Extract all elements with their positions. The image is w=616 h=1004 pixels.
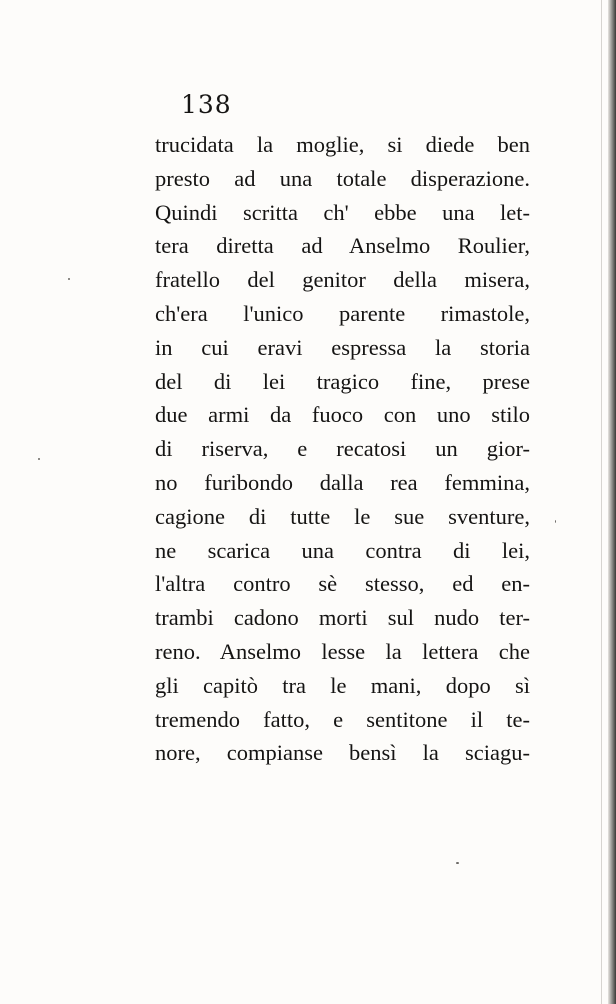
paper-speck (555, 520, 556, 523)
text-line: due armi da fuoco con uno stilo (155, 402, 530, 428)
text-line: trambi cadono morti sul nudo ter- (155, 605, 530, 631)
text-line: no furibondo dalla rea femmina, (155, 469, 530, 495)
text-line: tremendo fatto, e sentitone il te- (155, 706, 530, 732)
text-line: di riserva, e recatosi un gior- (155, 436, 530, 462)
text-line: l'altra contro sè stesso, ed en- (155, 571, 530, 597)
body-text (155, 128, 530, 770)
text-line: nore, compianse bensì la sciagu- (155, 740, 530, 766)
text-line: ch'era l'unico parente rimastole, (155, 300, 530, 326)
page-edge-shadow (608, 0, 616, 1004)
text-line: trucidata la moglie, si diede ben (155, 132, 530, 157)
text-line: del di lei tragico fine, prese (155, 368, 530, 394)
text-line: ne scarica una contra di lei, (155, 537, 530, 563)
page-number: 138 (181, 90, 232, 119)
page-edge-line (601, 0, 602, 1004)
text-line: tera diretta ad Anselmo Roulier, (155, 233, 530, 259)
paper-speck (38, 458, 40, 460)
text-line: presto ad una totale disperazione. (155, 165, 530, 191)
paper-speck (68, 278, 70, 280)
text-line: in cui eravi espressa la storia (155, 334, 530, 360)
paper-speck (456, 862, 459, 864)
text-line: fratello del genitor della misera, (155, 267, 530, 293)
text-line: reno. Anselmo lesse la lettera che (155, 638, 530, 664)
text-line: Quindi scritta ch' ebbe una let- (155, 199, 530, 225)
text-line: gli capitò tra le mani, dopo sì (155, 672, 530, 698)
text-line: cagione di tutte le sue sventure, (155, 503, 530, 529)
